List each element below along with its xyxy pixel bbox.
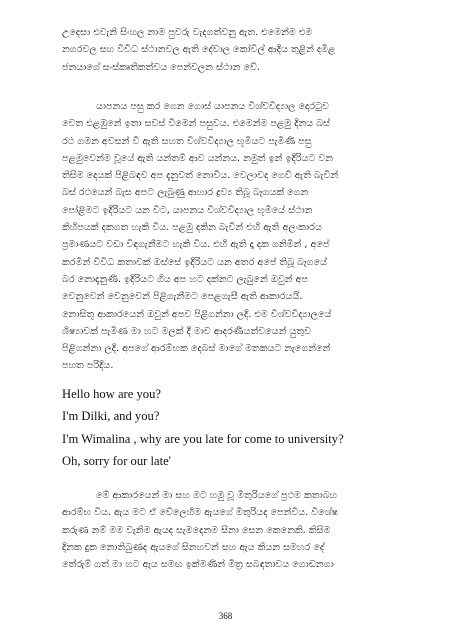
text-line: බස් රථයෙන් බැස අපට ලැබුණු ආහාර ද්‍රව්‍ය තිබූ බෑගයක් ගෙන — [62, 187, 309, 199]
text-line: ශිෂ්‍යාවක් පැමිණ මා හට මලක් දී මාව ආදරණීයත්වයෙන් යුතුව — [62, 325, 311, 337]
paragraph-1 — [62, 24, 392, 76]
dialogue-line: I'm Dilki, and you? — [62, 409, 160, 424]
text-line: නගරවල සහ විවිධ ස්ථානවල ඇති දේවාල කෝවිල් ආදිය තුළින් දමිළ — [62, 44, 336, 56]
text-line: රථ ගමන අවසන් වී ඇති සහත විශ්වවිද්‍යාල භූමියට පැමිණි පසු — [62, 135, 312, 147]
text-line: තේරුම් ගත් මා හට ඇය සමඟ ඉක්මණින් මිත්‍ර සබඳතාවය ගොඩනගා — [62, 559, 334, 571]
text-line: ආරම්භ විය. ඇය මට ඒ වේලෙහිම ඇයගේ මිතුරියද පෙන්වීය. විශේෂ — [62, 507, 338, 519]
text-line: පහත පරිදිය. — [62, 360, 114, 372]
text-line: පිළිගන්නා ලදි. අපගේ ආරම්භක දෙබස් මාගේ මතකයට නැගෙන්නේ — [62, 343, 331, 355]
text-line: කරුණ නම් මම වැනිම ඇයද සැමදෙනම සිනා සෙන කෙනෙකි. කිසිම — [62, 524, 331, 536]
dialogue-line: I'm Wimalina , why are you late for come to university? — [62, 431, 344, 446]
text-line: ප්‍රමාණයට වඩා විඳගැනීමට හැකි විය. එහි ඇති දෑ දක ගනිමින් , අපේ — [62, 239, 330, 251]
english-dialogue — [62, 383, 402, 472]
page-number: 368 — [218, 611, 233, 621]
text-line: කිහිපයක් දකගත හැකි විය. පළමු දකින බැවින් එහි ඇති අලංකාරය — [62, 222, 322, 234]
text-line: වෙනුවෙන් වෙනුවෙන් පිළිගැනීමට පෙළගැසී ඇති ආකාරයයි. — [62, 291, 303, 303]
text-line: උදෙසා එවැනි සිංහල නාම පුවරු වැදගත්වනු ඇත. එමෙන්ම එම — [62, 27, 313, 38]
text-line: වෙත එළඹුනේ ඉතා සවස් වීමෙන් පසුවය. එමෙන්ම පළමු දිනය බස් — [62, 118, 330, 130]
text-line: නොසිතූ ආකාරයෙන් ඔවුන් අපව පිළිගන්නා ලදි. එම විශ්වවිද්‍යාලයේ — [62, 308, 332, 320]
text-line: යාපනය පසු කර ගෙන ගොස් යාපනය විශ්වවිද්‍යාල දොරටුව — [96, 101, 329, 112]
paragraph-3 — [62, 487, 392, 573]
paragraph-2 — [62, 98, 392, 375]
text-line: පෝළිමට ඉදිරියට යන විට, යාපනය විශ්වවිද්‍යාල භූමියේ ස්ථාන — [62, 204, 313, 216]
dialogue-line: Hello how are you? — [62, 387, 161, 401]
text-line: බර නොදැනුණි. ඉදිරියට ගිය අප හට දක්නට ලැබුනේ ඔවුන් අප — [62, 273, 309, 285]
text-line: කරමින් විවිධ කතාවක් ඔස්සේ ඉදිරියට යන අතර අපේ තිබූ බෑගයේ — [62, 256, 327, 268]
text-line: මේ ආකාරයෙන් මා සහ මට හමු වූ මිතුරියගේ ප්‍රථම කතාබහ — [96, 490, 338, 501]
text-line: තිසිම දෙයක් පිළිබඳව අප දැනුවත් නොවීය. වෙලාවද ගෙවී ඇති බැවින් — [62, 170, 339, 182]
text-line: පළමුවෙන්ම වූයේ ඇති යන්තම් ආව යන්නය. නමුත් ඉන් ඉදිරියට වන — [62, 152, 334, 164]
text-line: ජනයාගේ සංස්කෘතිකත්වය පෙන්වලන ස්ථාන වේ. — [62, 61, 260, 73]
dialogue-line: Oh, sorry for our late' — [62, 453, 171, 468]
text-line: දිනක දුක නොතිබුණද ඇයගේ සිනහවන් සහ ඇය කියන සමහර දේ — [62, 541, 325, 553]
